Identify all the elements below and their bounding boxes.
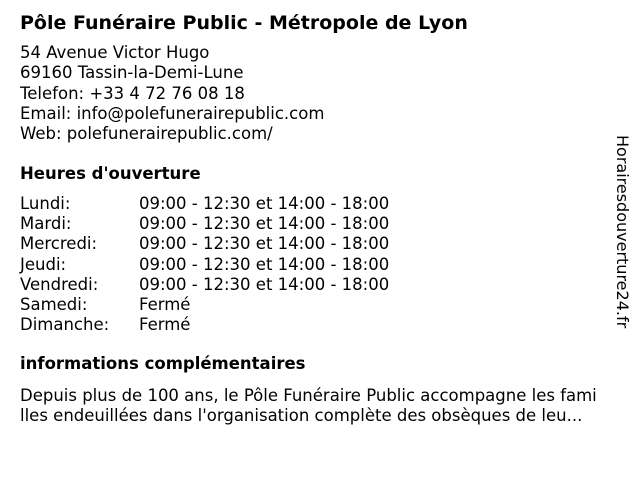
address-block: [20, 43, 324, 144]
info-heading: informations complémentaires: [20, 354, 306, 373]
website-address: Web: polefunerairepublic.com/: [20, 124, 273, 144]
day-hours: 09:00 - 12:30 et 14:00 - 18:00: [139, 194, 390, 213]
hours-row: [20, 194, 389, 214]
hours-heading: Heures d'ouverture: [20, 164, 201, 183]
description-line: lles endeuillées dans l'organisation complète des obsèques de leu...: [20, 406, 583, 426]
day-label: Vendredi:: [20, 274, 99, 294]
day-hours: 09:00 - 12:30 et 14:00 - 18:00: [139, 254, 390, 274]
phone-number: Telefon: +33 4 72 76 08 18: [20, 83, 245, 103]
description-line: Depuis plus de 100 ans, le Pôle Funéraire Public accompagne les fami: [20, 386, 597, 405]
hours-row: [20, 214, 389, 234]
email-address: Email: info@polefunerairepublic.com: [20, 103, 325, 123]
hours-row: [20, 315, 389, 335]
day-label: Mercredi:: [20, 234, 98, 254]
day-label: Mardi:: [20, 214, 72, 234]
day-hours: Fermé: [139, 295, 191, 315]
hours-row: [20, 275, 389, 295]
city-address: 69160 Tassin-la-Demi-Lune: [20, 63, 244, 83]
day-label: Lundi:: [20, 194, 71, 213]
site-watermark: Horairesdouverture24.fr: [613, 135, 632, 329]
page-title: Pôle Funéraire Public - Métropole de Lyon: [20, 12, 468, 34]
day-label: Samedi:: [20, 295, 88, 315]
street-address: 54 Avenue Victor Hugo: [20, 43, 210, 62]
day-hours: 09:00 - 12:30 et 14:00 - 18:00: [139, 214, 390, 234]
day-hours: 09:00 - 12:30 et 14:00 - 18:00: [139, 234, 390, 254]
hours-row: [20, 234, 389, 254]
day-hours: 09:00 - 12:30 et 14:00 - 18:00: [139, 274, 390, 294]
day-hours: Fermé: [139, 315, 191, 335]
hours-row: [20, 295, 389, 315]
opening-hours-table: [20, 194, 389, 335]
day-label: Jeudi:: [20, 254, 67, 274]
hours-row: [20, 255, 389, 275]
description: [20, 386, 635, 426]
day-label: Dimanche:: [20, 315, 110, 335]
